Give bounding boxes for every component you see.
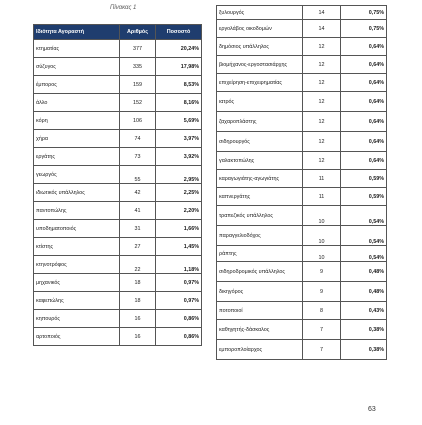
cell-percentage: 0,64% bbox=[341, 92, 387, 112]
cell-count: 22 bbox=[120, 256, 156, 274]
table-row bbox=[34, 292, 202, 310]
cell-percentage: 2,95% bbox=[156, 166, 202, 184]
cell-occupation: ιατρός bbox=[217, 92, 303, 112]
cell-percentage: 0,38% bbox=[341, 320, 387, 340]
table-row bbox=[217, 302, 387, 320]
cell-occupation: χήρα bbox=[34, 130, 120, 148]
cell-count: 18 bbox=[120, 274, 156, 292]
cell-percentage: 0,64% bbox=[341, 56, 387, 74]
cell-occupation: ζαχαροπλάστης bbox=[217, 112, 303, 132]
buyer-occupation-table-right bbox=[216, 5, 387, 360]
table-row bbox=[217, 320, 387, 340]
cell-count: 11 bbox=[303, 188, 341, 206]
cell-percentage: 0,75% bbox=[341, 6, 387, 20]
cell-count: 74 bbox=[120, 130, 156, 148]
page-number: 63 bbox=[368, 406, 376, 413]
cell-occupation: κτηματίας bbox=[34, 40, 120, 58]
table-row bbox=[34, 184, 202, 202]
header-percentage: Ποσοστό bbox=[156, 25, 202, 40]
table-row bbox=[34, 130, 202, 148]
cell-percentage: 0,59% bbox=[341, 188, 387, 206]
cell-count: 10 bbox=[303, 206, 341, 226]
table-caption: Πίνακας 1 bbox=[110, 5, 137, 11]
cell-occupation: βιομήχανος-εργοστασιάρχης bbox=[217, 56, 303, 74]
cell-count: 31 bbox=[120, 220, 156, 238]
cell-occupation: γαλακτοπώλης bbox=[217, 152, 303, 170]
table-row bbox=[34, 274, 202, 292]
cell-percentage: 2,20% bbox=[156, 202, 202, 220]
left-table-body bbox=[34, 40, 202, 346]
cell-count: 16 bbox=[120, 310, 156, 328]
cell-occupation: εμποροπλοίαρχος bbox=[217, 340, 303, 360]
cell-occupation: σιδηρουργός bbox=[217, 132, 303, 152]
cell-occupation: καραγωγιάτης-αγωγιάτης bbox=[217, 170, 303, 188]
cell-percentage: 0,54% bbox=[341, 226, 387, 246]
cell-count: 12 bbox=[303, 56, 341, 74]
cell-percentage: 0,64% bbox=[341, 74, 387, 92]
cell-percentage: 17,98% bbox=[156, 58, 202, 76]
cell-percentage: 0,48% bbox=[341, 282, 387, 302]
cell-count: 14 bbox=[303, 20, 341, 38]
cell-count: 73 bbox=[120, 148, 156, 166]
cell-count: 106 bbox=[120, 112, 156, 130]
cell-count: 18 bbox=[120, 292, 156, 310]
table-row bbox=[34, 238, 202, 256]
table-row bbox=[217, 282, 387, 302]
cell-occupation: κτηνοτρόφος bbox=[34, 256, 120, 274]
cell-percentage: 0,64% bbox=[341, 112, 387, 132]
table-row bbox=[34, 58, 202, 76]
cell-percentage: 8,16% bbox=[156, 94, 202, 112]
table-row bbox=[217, 92, 387, 112]
cell-occupation: γεωργός bbox=[34, 166, 120, 184]
cell-occupation: παντοπώλης bbox=[34, 202, 120, 220]
cell-count: 377 bbox=[120, 40, 156, 58]
cell-count: 12 bbox=[303, 152, 341, 170]
cell-percentage: 20,24% bbox=[156, 40, 202, 58]
cell-count: 335 bbox=[120, 58, 156, 76]
cell-occupation: καθηγητής-δάσκαλος bbox=[217, 320, 303, 340]
table-row bbox=[34, 328, 202, 346]
cell-occupation: αρτοποιός bbox=[34, 328, 120, 346]
header-count: Αριθμός bbox=[120, 25, 156, 40]
cell-occupation: παραγγελιοδόχος bbox=[217, 226, 303, 246]
cell-count: 55 bbox=[120, 166, 156, 184]
table-row bbox=[217, 6, 387, 20]
table-row bbox=[34, 220, 202, 238]
cell-percentage: 1,45% bbox=[156, 238, 202, 256]
cell-count: 12 bbox=[303, 38, 341, 56]
cell-count: 152 bbox=[120, 94, 156, 112]
cell-count: 16 bbox=[120, 328, 156, 346]
cell-percentage: 1,66% bbox=[156, 220, 202, 238]
table-row bbox=[217, 74, 387, 92]
cell-count: 12 bbox=[303, 92, 341, 112]
table-row bbox=[217, 132, 387, 152]
cell-count: 42 bbox=[120, 184, 156, 202]
cell-percentage: 0,75% bbox=[341, 20, 387, 38]
cell-percentage: 0,43% bbox=[341, 302, 387, 320]
cell-percentage: 3,92% bbox=[156, 148, 202, 166]
cell-occupation: σιδηροδρομικός υπάλληλος bbox=[217, 262, 303, 282]
cell-occupation: άλλο bbox=[34, 94, 120, 112]
cell-occupation: ξυλουργός bbox=[217, 6, 303, 20]
cell-count: 9 bbox=[303, 282, 341, 302]
cell-count: 7 bbox=[303, 340, 341, 360]
cell-count: 12 bbox=[303, 132, 341, 152]
table-row bbox=[217, 20, 387, 38]
cell-percentage: 0,64% bbox=[341, 132, 387, 152]
cell-count: 41 bbox=[120, 202, 156, 220]
cell-occupation: καπνεργάτης bbox=[217, 188, 303, 206]
table-header-row bbox=[34, 25, 202, 40]
cell-percentage: 0,97% bbox=[156, 274, 202, 292]
cell-percentage: 0,97% bbox=[156, 292, 202, 310]
table-row bbox=[217, 152, 387, 170]
cell-percentage: 0,64% bbox=[341, 38, 387, 56]
cell-count: 10 bbox=[303, 226, 341, 246]
table-row bbox=[217, 56, 387, 74]
cell-occupation: μηχανικός bbox=[34, 274, 120, 292]
table-row bbox=[34, 40, 202, 58]
table-row bbox=[217, 170, 387, 188]
table-row bbox=[217, 262, 387, 282]
table-row bbox=[217, 226, 387, 246]
cell-occupation: υποδηματοποιός bbox=[34, 220, 120, 238]
buyer-occupation-table-left bbox=[33, 24, 202, 346]
header-occupation: Ιδιότητα Αγοραστή bbox=[34, 25, 120, 40]
cell-count: 14 bbox=[303, 6, 341, 20]
cell-occupation: εργολάβος οικοδομών bbox=[217, 20, 303, 38]
cell-percentage: 0,86% bbox=[156, 310, 202, 328]
cell-count: 9 bbox=[303, 262, 341, 282]
cell-occupation: έμπορος bbox=[34, 76, 120, 94]
table-row bbox=[217, 340, 387, 360]
cell-occupation: τραπεζικός υπάλληλος bbox=[217, 206, 303, 226]
cell-percentage: 0,59% bbox=[341, 170, 387, 188]
table-row bbox=[217, 246, 387, 262]
table-row bbox=[34, 202, 202, 220]
cell-count: 12 bbox=[303, 74, 341, 92]
cell-percentage: 2,25% bbox=[156, 184, 202, 202]
table-row bbox=[34, 94, 202, 112]
cell-percentage: 0,86% bbox=[156, 328, 202, 346]
table-row bbox=[217, 206, 387, 226]
cell-percentage: 1,18% bbox=[156, 256, 202, 274]
cell-count: 7 bbox=[303, 320, 341, 340]
cell-count: 12 bbox=[303, 112, 341, 132]
cell-occupation: ποτοποιοί bbox=[217, 302, 303, 320]
table-row bbox=[34, 166, 202, 184]
cell-percentage: 3,97% bbox=[156, 130, 202, 148]
cell-occupation: ιδιωτικός υπάλληλος bbox=[34, 184, 120, 202]
table-row bbox=[34, 112, 202, 130]
cell-percentage: 0,64% bbox=[341, 152, 387, 170]
cell-percentage: 0,54% bbox=[341, 246, 387, 262]
cell-occupation: δημόσιος υπάλληλος bbox=[217, 38, 303, 56]
cell-occupation: κόρη bbox=[34, 112, 120, 130]
table-row bbox=[34, 76, 202, 94]
cell-occupation: επιχείρηση-επιχειρηματίας bbox=[217, 74, 303, 92]
table-row bbox=[217, 112, 387, 132]
table-row bbox=[217, 188, 387, 206]
right-table-body bbox=[217, 6, 387, 360]
cell-percentage: 8,53% bbox=[156, 76, 202, 94]
cell-count: 8 bbox=[303, 302, 341, 320]
cell-count: 10 bbox=[303, 246, 341, 262]
cell-occupation: ράπτης bbox=[217, 246, 303, 262]
cell-occupation: σύζυγος bbox=[34, 58, 120, 76]
cell-count: 27 bbox=[120, 238, 156, 256]
cell-count: 159 bbox=[120, 76, 156, 94]
cell-occupation: δικηγόρος bbox=[217, 282, 303, 302]
cell-percentage: 5,69% bbox=[156, 112, 202, 130]
cell-percentage: 0,38% bbox=[341, 340, 387, 360]
cell-percentage: 0,54% bbox=[341, 206, 387, 226]
cell-percentage: 0,48% bbox=[341, 262, 387, 282]
cell-occupation: καφεπώλης bbox=[34, 292, 120, 310]
table-row bbox=[34, 310, 202, 328]
cell-occupation: κηπουρός bbox=[34, 310, 120, 328]
cell-occupation: εργάτης bbox=[34, 148, 120, 166]
table-row bbox=[34, 148, 202, 166]
table-row bbox=[34, 256, 202, 274]
table-row bbox=[217, 38, 387, 56]
cell-count: 11 bbox=[303, 170, 341, 188]
cell-occupation: κτίστης bbox=[34, 238, 120, 256]
